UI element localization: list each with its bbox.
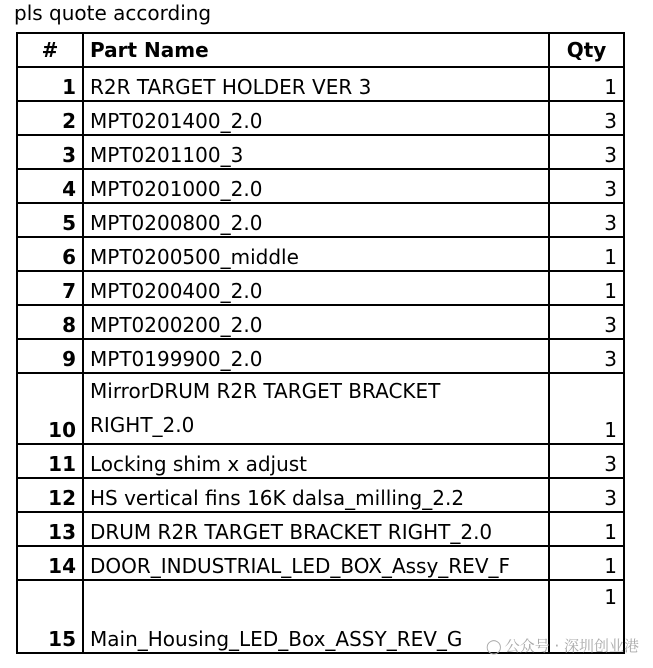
table-row — [17, 478, 624, 512]
part-name: MPT0201000_2.0 — [83, 169, 549, 203]
row-number: 3 — [17, 135, 83, 169]
row-number: 10 — [17, 373, 83, 444]
part-name: MPT0200800_2.0 — [83, 203, 549, 237]
part-name: MPT0200200_2.0 — [83, 305, 549, 339]
part-name-line-2: RIGHT_2.0 — [90, 413, 195, 437]
header-number: # — [17, 33, 83, 67]
part-name: R2R TARGET HOLDER VER 3 — [83, 67, 549, 101]
table-row — [17, 339, 624, 373]
part-qty: 3 — [549, 305, 624, 339]
row-number: 2 — [17, 101, 83, 135]
table-row — [17, 546, 624, 580]
part-name: Main_Housing_LED_Box_ASSY_REV_G — [83, 580, 549, 653]
table-row — [17, 237, 624, 271]
part-name: MPT0200400_2.0 — [83, 271, 549, 305]
part-name: MPT0201100_3 — [83, 135, 549, 169]
row-number: 14 — [17, 546, 83, 580]
part-qty: 3 — [549, 169, 624, 203]
row-number: 4 — [17, 169, 83, 203]
part-qty: 3 — [549, 203, 624, 237]
row-number: 11 — [17, 444, 83, 478]
row-number: 5 — [17, 203, 83, 237]
table-row — [17, 373, 624, 444]
table-row — [17, 67, 624, 101]
part-name — [83, 373, 549, 444]
part-name: HS vertical fins 16K dalsa_milling_2.2 — [83, 478, 549, 512]
header-qty: Qty — [549, 33, 624, 67]
row-number: 13 — [17, 512, 83, 546]
intro-text: pls quote according — [14, 1, 212, 25]
part-qty: 3 — [549, 478, 624, 512]
part-qty: 1 — [549, 271, 624, 305]
table-row — [17, 444, 624, 478]
part-name: DRUM R2R TARGET BRACKET RIGHT_2.0 — [83, 512, 549, 546]
row-number: 12 — [17, 478, 83, 512]
row-number: 15 — [17, 580, 83, 653]
watermark-text: 公众号 · 深圳创业港 — [504, 637, 639, 655]
part-name: MPT0199900_2.0 — [83, 339, 549, 373]
table-row — [17, 512, 624, 546]
table-row — [17, 135, 624, 169]
part-qty: 1 — [549, 373, 624, 444]
table-row — [17, 203, 624, 237]
watermark — [486, 635, 639, 656]
part-name: MPT0200500_middle — [83, 237, 549, 271]
table-row — [17, 169, 624, 203]
table-header-row — [17, 33, 624, 67]
part-qty: 3 — [549, 444, 624, 478]
part-qty: 1 — [549, 546, 624, 580]
part-qty: 3 — [549, 135, 624, 169]
row-number: 6 — [17, 237, 83, 271]
table-row — [17, 305, 624, 339]
row-number: 7 — [17, 271, 83, 305]
part-qty: 1 — [549, 237, 624, 271]
header-part-name: Part Name — [83, 33, 549, 67]
chat-bubble-icon: ◯ — [486, 639, 502, 655]
table-row — [17, 271, 624, 305]
part-name-line-1: MirrorDRUM R2R TARGET BRACKET — [90, 379, 441, 403]
part-qty: 3 — [549, 101, 624, 135]
part-name: DOOR_INDUSTRIAL_LED_BOX_Assy_REV_F — [83, 546, 549, 580]
parts-table — [16, 32, 625, 654]
part-qty: 3 — [549, 339, 624, 373]
part-qty: 1 — [549, 67, 624, 101]
part-name: MPT0201400_2.0 — [83, 101, 549, 135]
row-number: 9 — [17, 339, 83, 373]
part-name: Locking shim x adjust — [83, 444, 549, 478]
table-row — [17, 101, 624, 135]
part-qty: 1 — [549, 512, 624, 546]
part-qty: 1 — [549, 580, 624, 653]
row-number: 8 — [17, 305, 83, 339]
row-number: 1 — [17, 67, 83, 101]
